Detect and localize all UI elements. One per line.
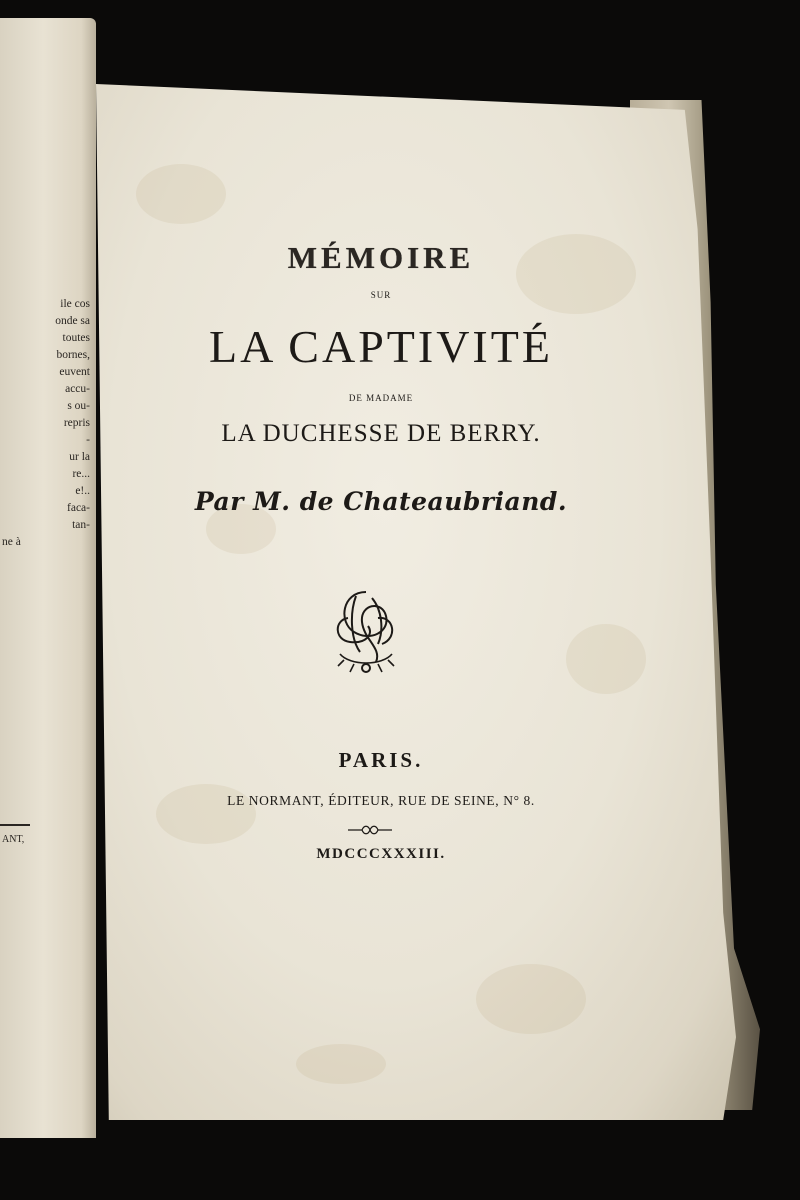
foxing-stain <box>296 1044 386 1084</box>
facing-line: ne à <box>2 536 21 548</box>
facing-line: ile cos <box>60 298 90 310</box>
imprint-city: PARIS. <box>338 748 424 772</box>
imprint-year: MDCCCXXXIII. <box>316 846 446 862</box>
facing-line: - <box>86 434 90 446</box>
facing-line: faca- <box>67 502 90 514</box>
facing-line: ur la <box>69 451 90 463</box>
author-line: Par M. de Chateaubriand. <box>194 487 568 516</box>
facing-page <box>0 18 96 1138</box>
facing-page-footer: ANT, <box>2 834 25 845</box>
foxing-stain <box>566 624 646 694</box>
facing-line: e!.. <box>75 485 90 497</box>
title-captivite: LA CAPTIVITÉ <box>209 321 553 372</box>
title-de-madame: DE MADAME <box>348 393 414 403</box>
title-sur: SUR <box>370 290 392 300</box>
facing-line: tan- <box>72 519 90 531</box>
facing-line: onde sa <box>55 315 90 327</box>
foxing-stain <box>476 964 586 1034</box>
facing-line: toutes <box>62 332 90 344</box>
imprint-publisher: LE NORMANT, ÉDITEUR, RUE DE SEINE, N° 8. <box>227 793 535 808</box>
facing-line: repris <box>63 417 90 429</box>
facing-line: bornes, <box>56 349 90 361</box>
facing-page-text <box>2 296 92 551</box>
facing-line: accu- <box>65 383 90 395</box>
facing-page-rule <box>0 824 30 826</box>
monogram-ornament-icon <box>320 582 412 682</box>
foxing-stain <box>136 164 226 224</box>
facing-line: euvent <box>59 366 90 378</box>
facing-line: re... <box>72 468 90 480</box>
title-duchesse: LA DUCHESSE DE BERRY. <box>221 420 541 447</box>
title-memoire: MÉMOIRE <box>287 240 475 275</box>
facing-line: s ou- <box>67 400 90 412</box>
flourish-divider-icon <box>346 822 394 838</box>
